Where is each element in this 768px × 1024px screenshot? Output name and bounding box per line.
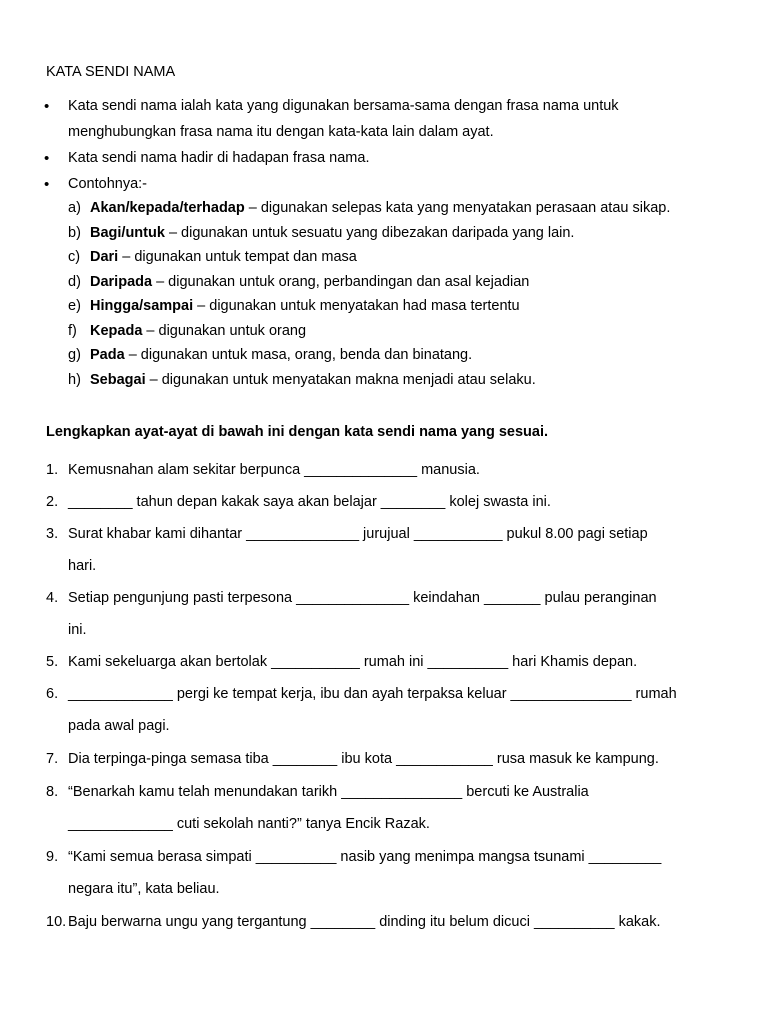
question-text: “Kami semua berasa simpati __________ nasib yang menimpa mangsa tsunami _________ xyxy=(68,849,662,865)
question-text: “Benarkah kamu telah menundakan tarikh _______________ bercuti ke Australia xyxy=(68,784,589,800)
example-label: a) xyxy=(68,200,81,216)
example-term: Kepada xyxy=(90,323,143,339)
example-item xyxy=(68,200,670,216)
question-text-cont: _____________ cuti sekolah nanti?” tanya Encik Razak. xyxy=(68,816,430,832)
example-term: Hingga/sampai xyxy=(90,298,194,314)
example-desc: – digunakan untuk menyatakan makna menjadi atau selaku. xyxy=(145,372,536,388)
example-term: Daripada xyxy=(90,274,153,290)
question-number: 9. xyxy=(46,849,59,865)
question-text-cont: pada awal pagi. xyxy=(68,718,170,734)
question-text: Baju berwarna ungu yang tergantung ________ dinding itu belum dicuci __________ kakak. xyxy=(68,914,661,930)
example-item xyxy=(68,249,357,265)
question-number: 5. xyxy=(46,654,59,670)
question-text: Setiap pengunjung pasti terpesona ______________ keindahan _______ pulau peranginan xyxy=(68,590,657,606)
example-term: Dari xyxy=(90,249,119,265)
example-label: f) xyxy=(68,323,77,339)
question-text: Kemusnahan alam sekitar berpunca ______________ manusia. xyxy=(68,462,480,478)
question-text-cont: ini. xyxy=(68,622,87,638)
question-number: 8. xyxy=(46,784,59,800)
bullet-dot: • xyxy=(44,176,50,193)
bullet-text-cont: menghubungkan frasa nama itu dengan kata-kata lain dalam ayat. xyxy=(68,124,494,140)
example-term: Sebagai xyxy=(90,372,146,388)
question-text: _____________ pergi ke tempat kerja, ibu dan ayah terpaksa keluar _______________ rumah xyxy=(68,686,677,702)
example-label: e) xyxy=(68,298,81,314)
example-desc: – digunakan untuk sesuatu yang dibezakan daripada yang lain. xyxy=(164,225,575,241)
question-number: 10. xyxy=(46,914,67,930)
example-item xyxy=(68,372,536,388)
bullet-dot: • xyxy=(44,150,50,167)
example-label: b) xyxy=(68,225,81,241)
question-text: ________ tahun depan kakak saya akan belajar ________ kolej swasta ini. xyxy=(68,494,551,510)
question-number: 3. xyxy=(46,526,59,542)
example-label: c) xyxy=(68,249,81,265)
example-item xyxy=(68,225,574,241)
bullet-dot: • xyxy=(44,98,50,115)
example-term: Bagi/untuk xyxy=(90,225,165,241)
example-desc: – digunakan untuk masa, orang, benda dan binatang. xyxy=(124,347,473,363)
example-label: g) xyxy=(68,347,81,363)
page-title: KATA SENDI NAMA xyxy=(46,64,176,80)
example-desc: – digunakan untuk tempat dan masa xyxy=(118,249,357,265)
example-item xyxy=(68,347,472,363)
question-text-cont: hari. xyxy=(68,558,97,574)
example-item xyxy=(68,323,306,339)
exercise-instruction: Lengkapkan ayat-ayat di bawah ini dengan kata sendi nama yang sesuai. xyxy=(46,424,549,440)
question-number: 2. xyxy=(46,494,59,510)
example-term: Akan/kepada/terhadap xyxy=(90,200,245,216)
example-desc: – digunakan selepas kata yang menyatakan perasaan atau sikap. xyxy=(244,200,671,216)
bullet-text: Kata sendi nama ialah kata yang digunakan bersama-sama dengan frasa nama untuk xyxy=(68,98,619,114)
example-item xyxy=(68,298,520,314)
question-number: 4. xyxy=(46,590,59,606)
bullet-text: Kata sendi nama hadir di hadapan frasa nama. xyxy=(68,150,370,166)
question-number: 6. xyxy=(46,686,59,702)
bullet-text: Contohnya:- xyxy=(68,176,147,192)
example-desc: – digunakan untuk menyatakan had masa tertentu xyxy=(193,298,520,314)
example-desc: – digunakan untuk orang, perbandingan dan asal kejadian xyxy=(152,274,530,290)
example-label: d) xyxy=(68,274,81,290)
question-text: Surat khabar kami dihantar ______________ jurujual ___________ pukul 8.00 pagi setiap xyxy=(68,526,648,542)
example-item xyxy=(68,274,529,290)
example-label: h) xyxy=(68,372,81,388)
question-number: 7. xyxy=(46,751,59,767)
question-text-cont: negara itu”, kata beliau. xyxy=(68,881,220,897)
question-number: 1. xyxy=(46,462,59,478)
example-desc: – digunakan untuk orang xyxy=(142,323,307,339)
question-text: Kami sekeluarga akan bertolak ___________ rumah ini __________ hari Khamis depan. xyxy=(68,654,638,670)
example-term: Pada xyxy=(90,347,125,363)
question-text: Dia terpinga-pinga semasa tiba ________ ibu kota ____________ rusa masuk ke kampung. xyxy=(68,751,659,767)
